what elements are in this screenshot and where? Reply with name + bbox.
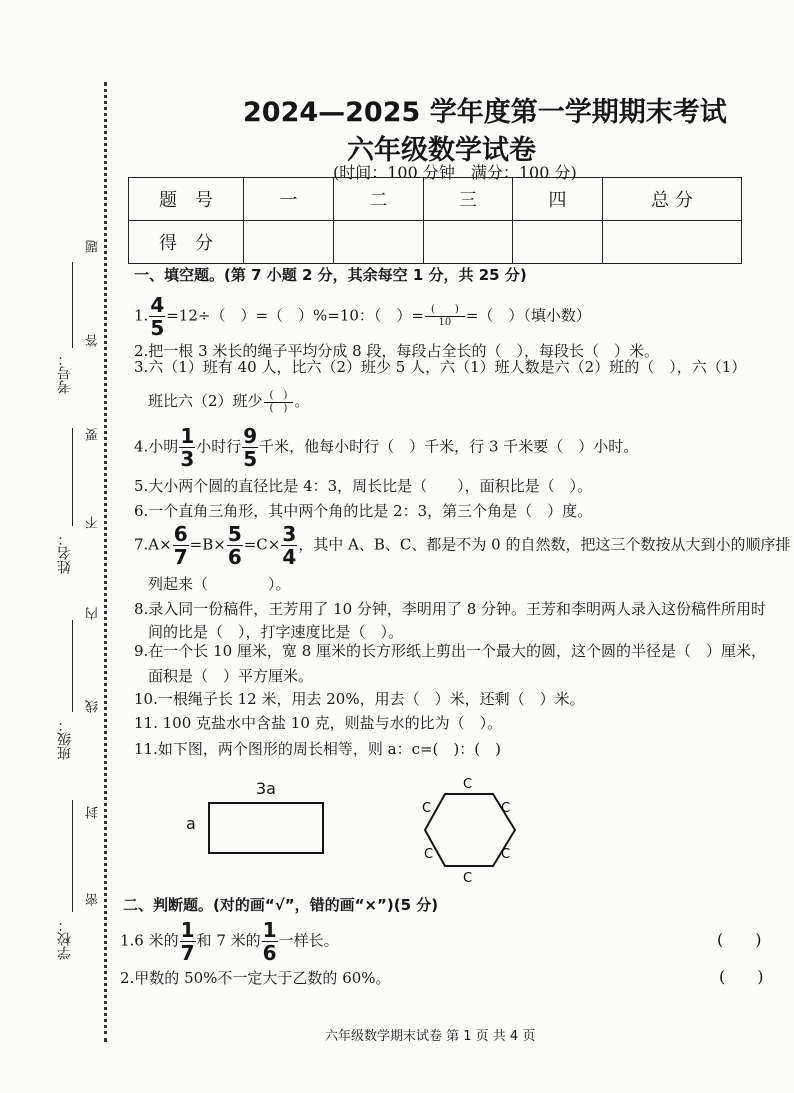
fraction: $\frac{( )}{( )}$ xyxy=(264,391,294,414)
score-cell-total: 总 分 xyxy=(603,178,742,221)
score-entry-cell[interactable] xyxy=(244,221,334,264)
question-7: 7.A× $\frac{6}{7}$ =B× $\frac{5}{6}$ =C× $\frac{3}{4}$ ，其中 A、B、C、都是不为 0 的自然数，把这三个数按从大到小的顺序排 xyxy=(134,522,791,569)
question-10: 10.一根绳子长 12 米，用去 20%，用去（ ）米，还剩（ ）米。 xyxy=(134,690,585,708)
answer-blank[interactable]: ( ) xyxy=(719,967,764,986)
score-table xyxy=(128,177,742,264)
exam-info: (时间：100 分钟 满分：100 分) xyxy=(333,163,577,182)
question-11a: 11. 100 克盐水中含盐 10 克，则盐与水的比为（ ）。 xyxy=(134,714,503,732)
score-entry-cell[interactable] xyxy=(334,221,424,264)
score-cell-label: 题 号 xyxy=(129,178,244,221)
score-entry-cell[interactable] xyxy=(424,221,513,264)
fraction: $\frac{9}{5}$ xyxy=(243,424,258,471)
exam-title: 2024—2025 学年度第一学期期末考试 xyxy=(243,97,727,128)
hexagon-side-label: c xyxy=(501,847,511,862)
score-cell-section: 二 xyxy=(334,178,424,221)
question-8: 8.录入同一份稿件，王芳用了 10 分钟，李明用了 8 分钟。王芳和李明两人录入这份稿件所用时 xyxy=(134,600,767,618)
fraction: $\frac{5}{6}$ xyxy=(227,522,242,569)
judge-question-2: 2.甲数的 50%不一定大于乙数的 60%。 xyxy=(120,969,391,987)
name-field[interactable] xyxy=(72,428,73,526)
hexagon-side-label: c xyxy=(422,801,432,816)
seal-char: 要 xyxy=(86,428,101,441)
question-9-continued: 面积是（ ）平方厘米。 xyxy=(148,667,314,685)
seal-char: 线 xyxy=(86,700,101,713)
seal-char: 密 xyxy=(86,893,101,906)
seal-char: 内 xyxy=(86,607,101,620)
class-field[interactable] xyxy=(72,620,73,712)
fraction: $\frac{1}{3}$ xyxy=(180,424,195,471)
seal-char: 不 xyxy=(86,516,101,529)
seal-char: 封 xyxy=(86,806,101,819)
rectangle-length-label: 3a xyxy=(256,779,276,798)
fraction: $\frac{4}{5}$ xyxy=(150,293,165,340)
fraction: $\frac{1}{6}$ xyxy=(262,918,277,965)
seal-char: 答 xyxy=(86,334,101,347)
score-cell-section: 三 xyxy=(424,178,513,221)
exam-subtitle: 六年级数学试卷 xyxy=(347,135,536,166)
question-3: 3.六（1）班有 40 人，比六（2）班少 5 人，六（1）班人数是六（2）班的（ ），六（1） xyxy=(134,358,747,376)
hexagon-figure xyxy=(415,774,525,886)
hexagon-side-label: c xyxy=(424,847,434,862)
fraction: $\frac{1}{7}$ xyxy=(180,918,195,965)
class-label: 班级： xyxy=(57,718,73,760)
exam-number-label: 考号： xyxy=(57,352,73,394)
rectangle-width-label: a xyxy=(186,814,196,833)
binding-dotted-line xyxy=(104,82,107,1042)
score-table-header-row xyxy=(129,178,742,221)
hexagon-side-label: c xyxy=(501,801,511,816)
section-heading: 二、判断题。(对的画“√”，错的画“×”)(5 分) xyxy=(123,896,439,914)
question-8-continued: 间的比是（ ），打字速度比是（ ）。 xyxy=(148,623,404,641)
hexagon-side-label: c xyxy=(463,777,473,792)
section-heading: 一、填空题。(第 7 小题 2 分，其余每空 1 分，共 25 分) xyxy=(134,266,527,284)
score-entry-cell[interactable] xyxy=(603,221,742,264)
score-cell-section: 四 xyxy=(513,178,603,221)
exam-number-field[interactable] xyxy=(72,262,73,348)
question-9: 9.在一个长 10 厘米，宽 8 厘米的长方形纸上剪出一个最大的圆，这个圆的半径是（ ）厘米， xyxy=(134,642,767,660)
school-field[interactable] xyxy=(72,800,73,912)
question-6: 6.一个直角三角形，其中两个角的比是 2：3，第三个角是（ ）度。 xyxy=(134,502,593,520)
question-3-continued: 班比六（2）班少 $\frac{( )}{( )}$ 。 xyxy=(148,389,310,414)
rectangle-figure xyxy=(208,802,324,854)
question-11b: 11.如下图，两个图形的周长相等，则 a：c=( )：( ) xyxy=(134,740,501,758)
score-cell-section: 一 xyxy=(244,178,334,221)
question-7-continued: 列起来（ ）。 xyxy=(148,575,291,593)
hexagon-side-label: c xyxy=(463,871,473,886)
score-table-score-row xyxy=(129,221,742,264)
score-entry-cell[interactable] xyxy=(513,221,603,264)
fraction: $\frac{( )}{10}$ xyxy=(425,305,465,328)
fraction: $\frac{6}{7}$ xyxy=(173,522,188,569)
fraction: $\frac{3}{4}$ xyxy=(282,522,297,569)
score-cell-label: 得 分 xyxy=(129,221,244,264)
question-5: 5.大小两个圆的直径比是 4：3，周长比是（ ），面积比是（ ）。 xyxy=(134,477,593,495)
judge-question-1: 1.6 米的 $\frac{1}{7}$ 和 7 米的 $\frac{1}{6}$ 一样长。 xyxy=(120,918,339,965)
name-label: 姓名： xyxy=(57,532,73,574)
school-label: 学校： xyxy=(57,918,73,960)
answer-blank[interactable]: ( ) xyxy=(717,930,762,949)
question-1: 1. $\frac{4}{5}$ =12÷（ ）=（ ）%=10：（ ）= $\frac{( )}{10}$ =（ ）（填小数） xyxy=(134,293,591,340)
question-4: 4.小明 $\frac{1}{3}$ 小时行 $\frac{9}{5}$ 千米，他每小时行（ ）千米，行 3 千米要（ ）小时。 xyxy=(134,424,639,471)
seal-char: 题 xyxy=(86,240,101,253)
page-footer: 六年级数学期末试卷 第 1 页 共 4 页 xyxy=(325,1029,536,1044)
question-2: 2.把一根 3 米长的绳子平均分成 8 段，每段占全长的（ ），每段长（ ）米。 xyxy=(134,342,659,360)
